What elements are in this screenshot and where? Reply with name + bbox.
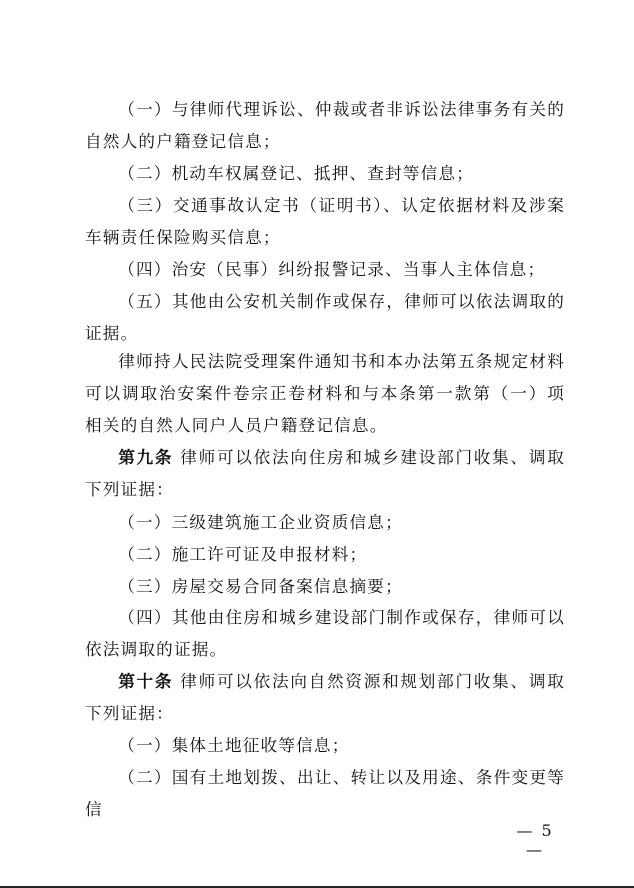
article-number: 第九条 xyxy=(118,448,174,467)
article-9-item-2 xyxy=(85,539,565,571)
article-number: 第十条 xyxy=(118,672,174,691)
paragraph-text: （二）施工许可证及申报材料； xyxy=(118,545,368,564)
article-10-item-1 xyxy=(85,730,565,762)
paragraph-text: （一）与律师代理诉讼、仲裁或者非诉讼法律事务有关的自然人的户籍登记信息； xyxy=(85,100,565,151)
paragraph-lawyer-access xyxy=(85,346,565,442)
paragraph-item-5 xyxy=(85,286,565,350)
article-9 xyxy=(85,442,565,506)
article-9-item-4 xyxy=(85,602,565,666)
paragraph-text: （一）三级建筑施工企业资质信息； xyxy=(118,513,403,532)
paragraph-text: （二）机动车权属登记、抵押、查封等信息； xyxy=(118,164,475,183)
paragraph-text: （五）其他由公安机关制作或保存，律师可以依法调取的证据。 xyxy=(85,292,565,343)
paragraph-text: 律师持人民法院受理案件通知书和本办法第五条规定材料可以调取治安案件卷宗正卷材料和与本条第一款第（一）项相关的自然人同户人员户籍登记信息。 xyxy=(85,352,565,435)
article-9-item-1 xyxy=(85,507,565,539)
paragraph-item-3 xyxy=(85,190,565,254)
paragraph-item-1 xyxy=(85,94,565,158)
paragraph-item-2 xyxy=(85,158,565,190)
article-10 xyxy=(85,666,565,730)
article-text: 律师可以依法向住房和城乡建设部门收集、调取下列证据： xyxy=(85,448,565,499)
article-text: 律师可以依法向自然资源和规划部门收集、调取下列证据： xyxy=(85,672,565,723)
paragraph-text: （四）治安（民事）纠纷报警记录、当事人主体信息； xyxy=(118,260,546,279)
paragraph-text: （一）集体土地征收等信息； xyxy=(118,736,350,755)
article-9-item-3 xyxy=(85,571,565,603)
paragraph-text: （三）交通事故认定书（证明书）、认定依据材料及涉案车辆责任保险购买信息； xyxy=(85,196,565,247)
page-number: — 5 — xyxy=(516,821,554,859)
article-10-item-2 xyxy=(85,762,565,826)
paragraph-item-4 xyxy=(85,254,565,286)
paragraph-text: （四）其他由住房和城乡建设部门制作或保存，律师可以依法调取的证据。 xyxy=(85,608,565,659)
paragraph-text: （三）房屋交易合同备案信息摘要； xyxy=(118,577,403,596)
paragraph-text: （二）国有土地划拨、出让、转让以及用途、条件变更等信 xyxy=(85,768,565,819)
